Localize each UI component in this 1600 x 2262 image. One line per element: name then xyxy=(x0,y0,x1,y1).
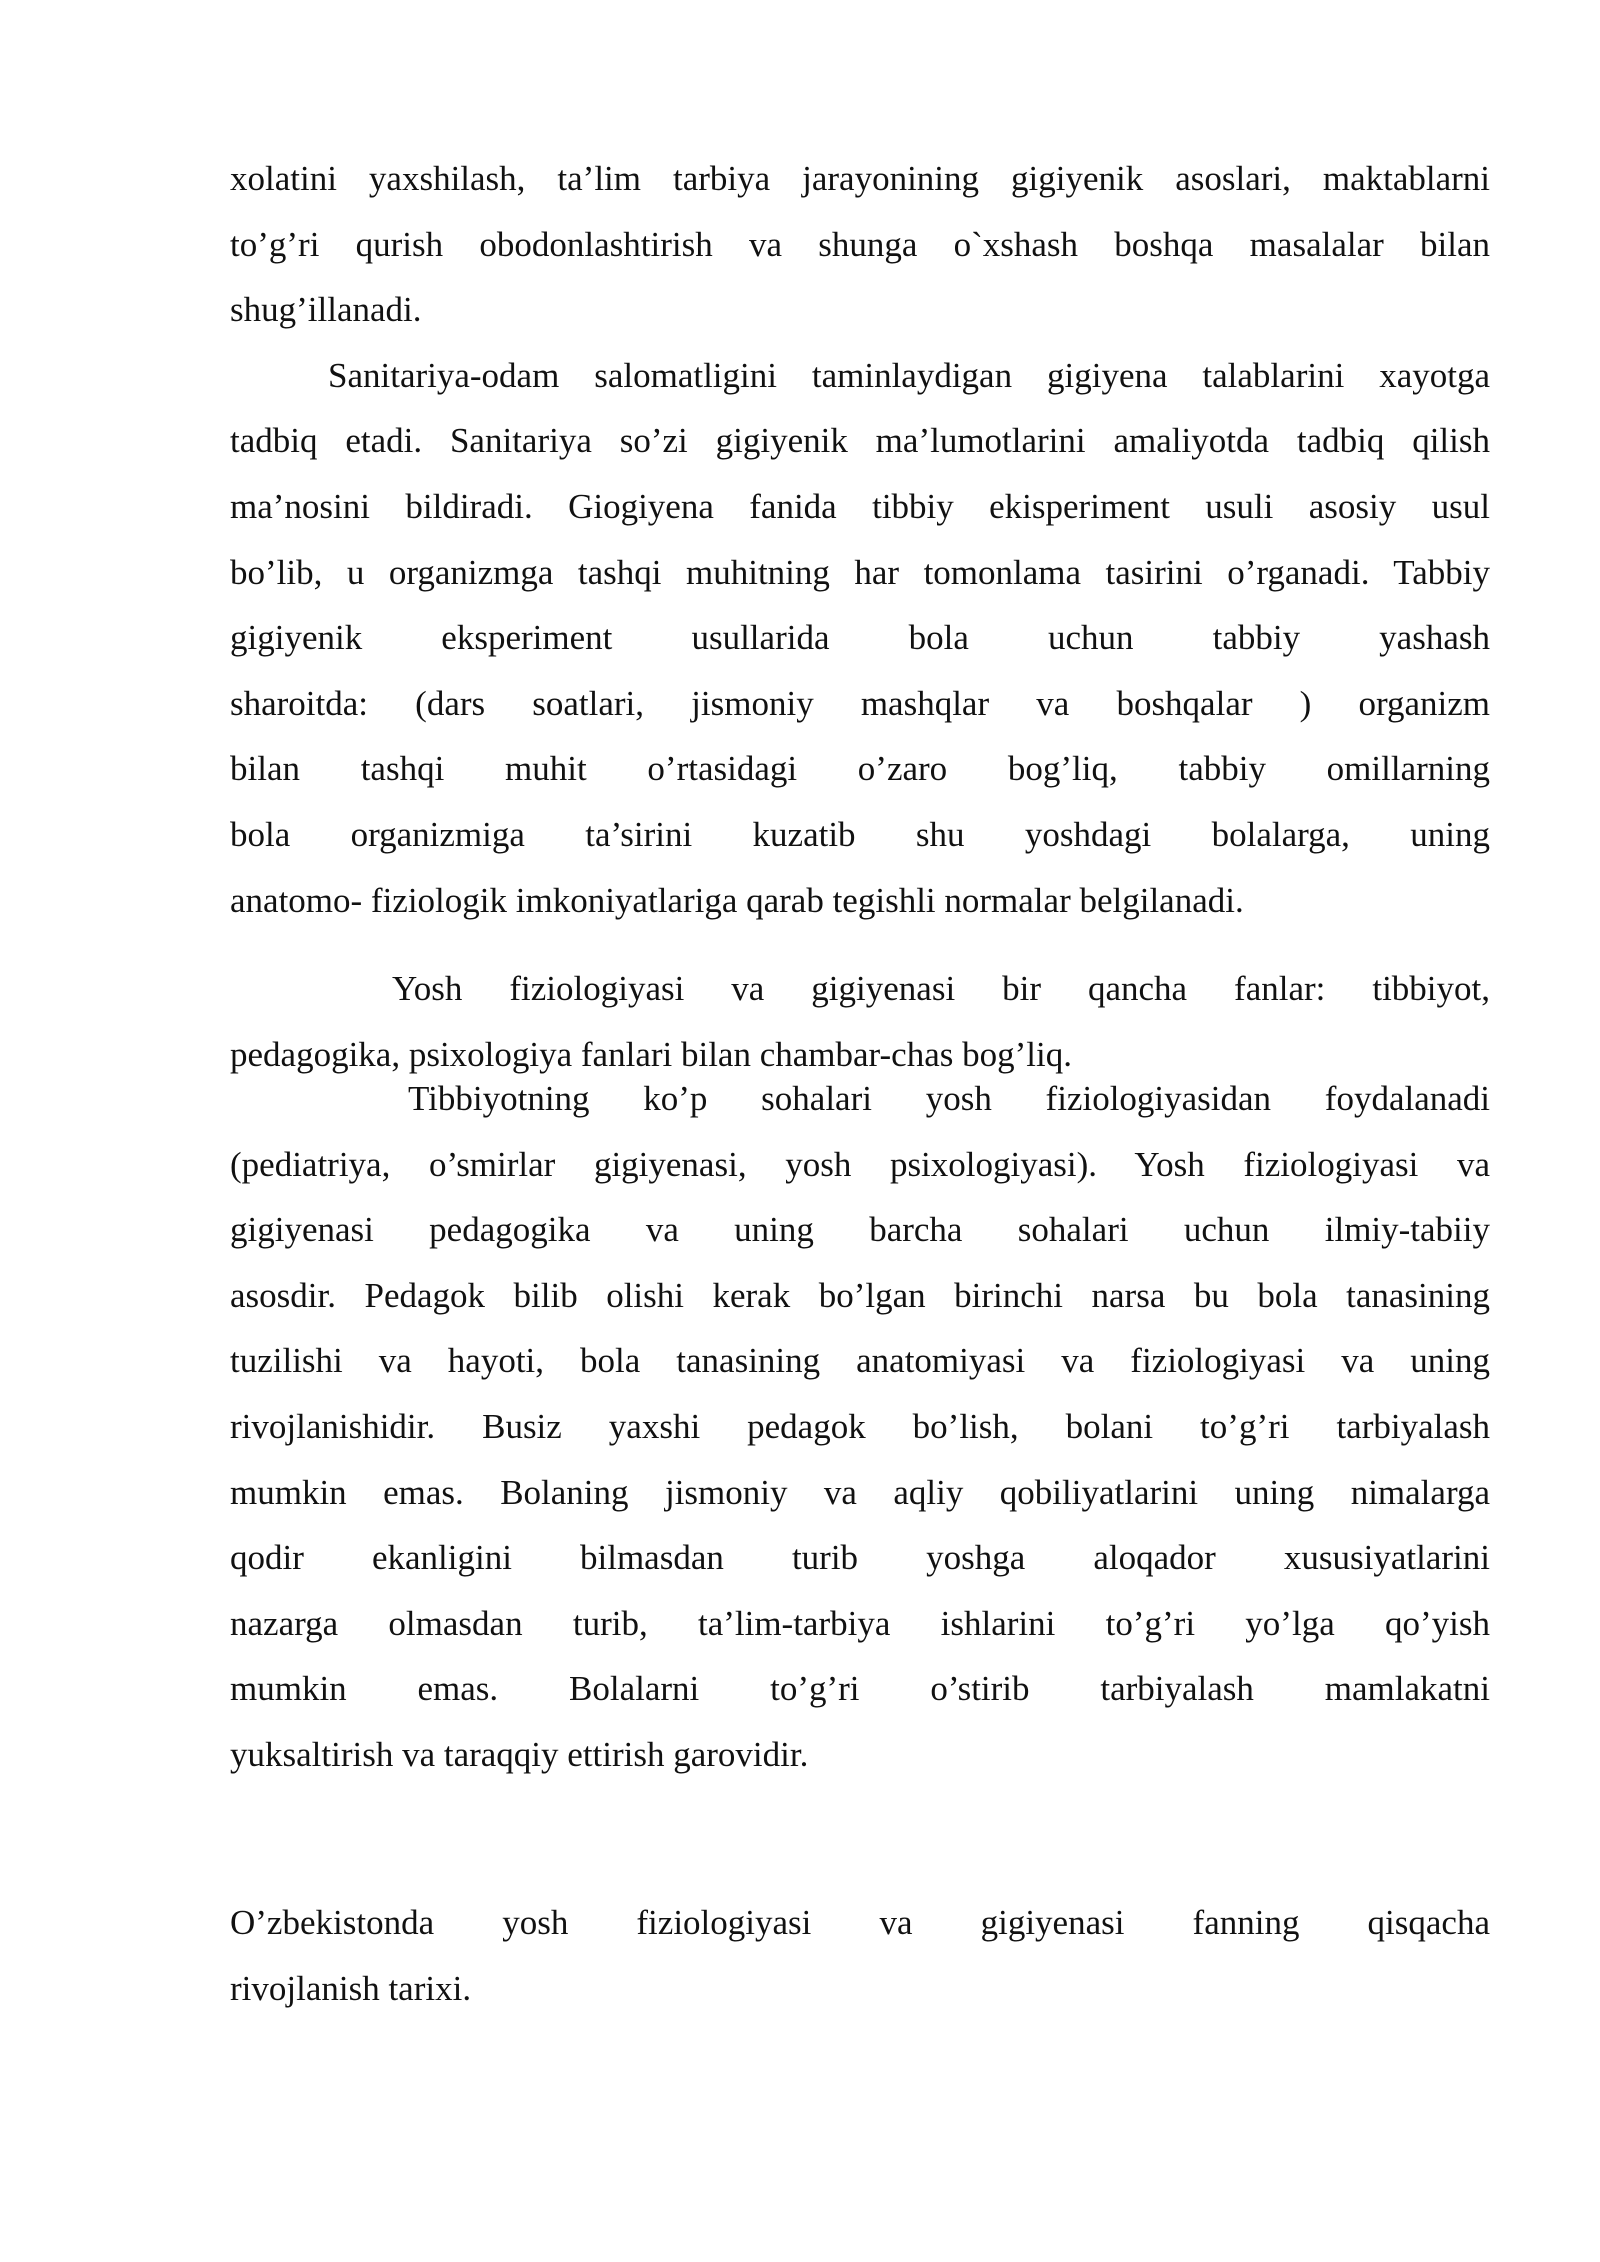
paragraph-sanitariya xyxy=(230,146,1490,933)
text-line: anatomo- fiziologik imkoniyatlariga qarab tegishli normalar belgilanadi. xyxy=(230,880,1244,920)
text-line: gigiyenasi pedagogika va uning barcha sohalari uchun ilmiy-tabiiy xyxy=(230,1210,1490,1250)
paragraph-tibbiyot xyxy=(230,1066,1490,1788)
text-line: asosdir. Pedagok bilib olishi kerak bo’lgan birinchi narsa bu bola tanasining xyxy=(230,1275,1490,1315)
text-line: ma’nosini bildiradi. Giogiyena fanida tibbiy ekisperiment usuli asosiy usul xyxy=(230,486,1490,526)
text-line: gigiyenik eksperiment usullarida bola uchun tabbiy yashash xyxy=(230,618,1490,658)
text-line: xolatini yaxshilash, ta’lim tarbiya jarayonining gigiyenik asoslari, maktablarni xyxy=(230,159,1490,198)
text-line: Sanitariya-odam salomatligini taminlaydigan gigiyena talablarini xayotga xyxy=(328,355,1490,395)
text-line: tuzilishi va hayoti, bola tanasining anatomiyasi va fiziologiyasi va uning xyxy=(230,1341,1490,1381)
text-line: rivojlanish tarixi. xyxy=(230,1968,472,2008)
text-line: mumkin emas. Bolaning jismoniy va aqliy qobiliyatlarini uning nimalarga xyxy=(230,1472,1490,1512)
text-line: nazarga olmasdan turib, ta’lim-tarbiya ishlarini to’g’ri yo’lga qo’yish xyxy=(230,1603,1490,1643)
text-line: tadbiq etadi. Sanitariya so’zi gigiyenik ma’lumotlarini amaliyotda tadbiq qilish xyxy=(230,421,1490,461)
text-line: sharoitda: (dars soatlari, jismoniy mashqlar va boshqalar ) organizm xyxy=(230,683,1490,723)
text-line: (pediatriya, o’smirlar gigiyenasi, yosh psixologiyasi). Yosh fiziologiyasi va xyxy=(230,1144,1490,1184)
text-line: qodir ekanligini bilmasdan turib yoshga aloqador xususiyatlarini xyxy=(230,1538,1490,1578)
text-line: pedagogika, psixologiya fanlari bilan chambar-chas bog’liq. xyxy=(230,1034,1072,1074)
text-line: mumkin emas. Bolalarni to’g’ri o’stirib tarbiyalash mamlakatni xyxy=(230,1669,1490,1709)
text-line: yuksaltirish va taraqqiy ettirish garovidir. xyxy=(230,1734,809,1774)
text-line: to’g’ri qurish obodonlashtirish va shunga o`xshash boshqa masalalar bilan xyxy=(230,224,1490,264)
text-line: bilan tashqi muhit o’rtasidagi o’zaro bog’liq, tabbiy omillarning xyxy=(230,749,1490,789)
text-line: bola organizmiga ta’sirini kuzatib shu yoshdagi bolalarga, uning xyxy=(230,814,1490,854)
text-line: shug’illanadi. xyxy=(230,290,422,330)
text-line: bo’lib, u organizmga tashqi muhitning har tomonlama tasirini o’rganadi. Tabbiy xyxy=(230,552,1490,592)
text-line: Tibbiyotning ko’p sohalari yosh fiziologiyasidan foydalanadi xyxy=(408,1079,1490,1118)
text-line: Yosh fiziologiyasi va gigiyenasi bir qancha fanlar: tibbiyot, xyxy=(392,969,1490,1008)
text-line: O’zbekistonda yosh fiziologiyasi va gigiyenasi fanning qisqacha xyxy=(230,1903,1490,1942)
section-heading xyxy=(230,1890,1490,2021)
text-line: rivojlanishidir. Busiz yaxshi pedagok bo’lish, bolani to’g’ri tarbiyalash xyxy=(230,1406,1490,1446)
